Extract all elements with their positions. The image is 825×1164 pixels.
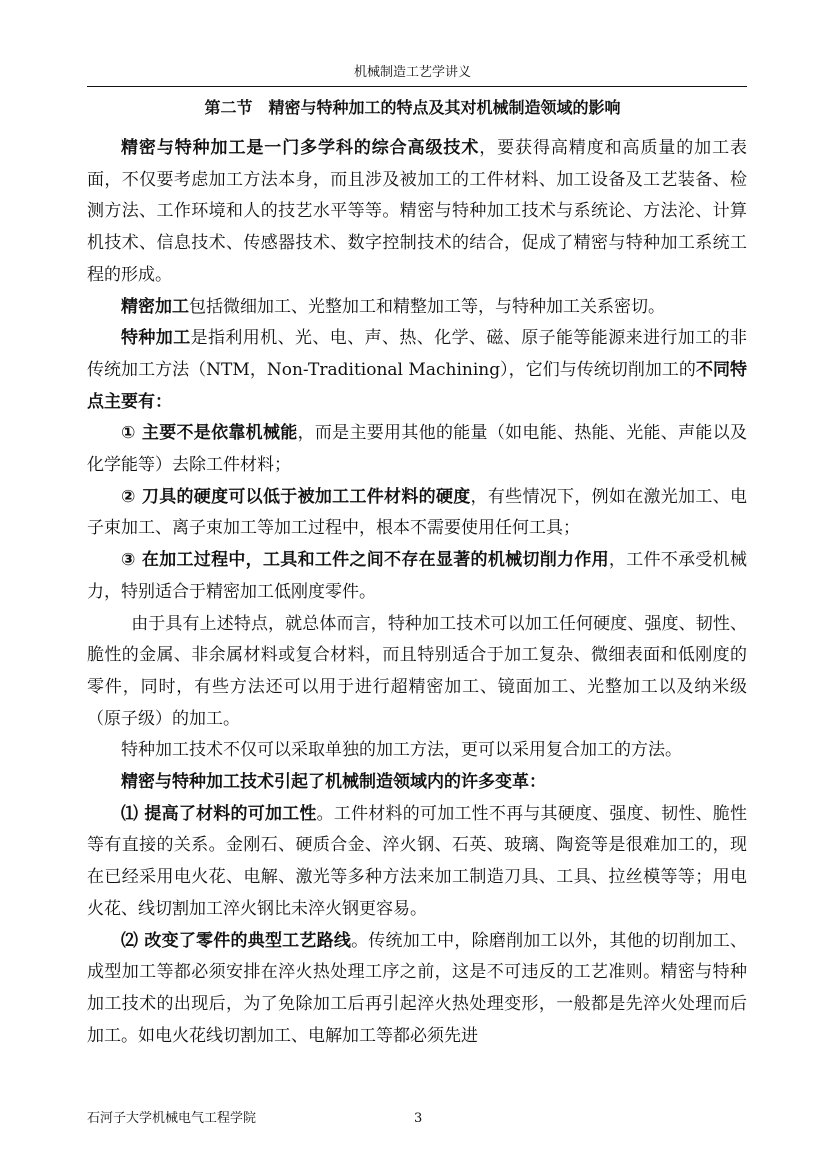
summary-text: 由于具有上述特点，就总体而言，特种加工技术可以加工任何硬度、强度、韧性、脆性的金属、非余属材料或复合材料，而且特别适合于加工复杂、微细表面和低刚度的零件，同时，有些方法还可以用于进行超精密加工、镜面加工、光整加工以及纳米级（原子级）的加工。 <box>87 613 747 729</box>
body-text <box>87 133 747 1052</box>
paragraph-summary <box>87 609 747 736</box>
special-bold: 特种加工 <box>121 328 191 349</box>
special-text: 是指利用机、光、电、声、热、化学、磁、原子能等能源来进行加工的非传统加工方法（NTM，Non-Traditional Machining），它们与传统切削加工的 <box>87 328 748 380</box>
paragraph-feature-3 <box>87 545 747 608</box>
intro-text: ，要获得高精度和高质量的加工表面，不仅要考虑加工方法本身，而且涉及被加工的工件材料、加工设备及工艺装备、检测方法、工作环境和人的技艺水平等等。精密与特种加工技术与系统论、方法沦、计算机技术、信息技术、传感器技术、数字控制技术的结合，促成了精密与特种加工系统工程的形成。 <box>87 138 747 285</box>
section-title: 第二节 精密与特种加工的特点及其对机械制造领域的影响 <box>204 98 621 117</box>
paragraph-feature-2 <box>87 482 747 545</box>
paragraph-special <box>87 323 747 418</box>
precision-text: 包括微细加工、光整加工和精整加工等，与特种加工关系密切。 <box>189 296 665 317</box>
paragraph-change-2 <box>87 926 747 1053</box>
paragraph-precision <box>87 292 747 324</box>
paragraph-intro <box>87 133 747 292</box>
feature-3-bold: ③ 在加工过程中，工具和工件之间不存在显著的机械切削力作用 <box>121 550 609 571</box>
intro-bold: 精密与特种加工是一门多学科的综合高级技术 <box>121 138 480 158</box>
feature-1-text: ，而是主要用其他的能量（如电能、热能、光能、声能以及化学能等）去除工件材料； <box>87 423 747 476</box>
feature-2-text: ，有些情况下，例如在激光加工、电子束加工、离子束加工等加工过程中，根本不需要使用任何工具； <box>87 486 747 539</box>
precision-bold: 精密加工 <box>121 296 189 317</box>
change-2-bold: ⑵ 改变了零件的典型工艺路线 <box>121 930 352 951</box>
change-1-text: 。工件材料的可加工性不再与其硬度、强度、韧性、脆性等有直接的关系。金刚石、硬质合金、淬火钢、石英、玻璃、陶瓷等是很难加工的，现在已经采用电火花、电解、激光等多种方法来加工制造刀具、工具、拉丝模等等；用电火花、线切割加工淬火钢比未淬火钢更容易。 <box>87 803 748 919</box>
changes-heading-bold: 精密与特种加工技术引起了机械制造领域内的许多变革： <box>121 772 546 793</box>
footer-page-number: 3 <box>414 1111 423 1126</box>
paragraph-feature-1 <box>87 418 747 481</box>
paragraph-change-1 <box>87 799 747 926</box>
paragraph-composite <box>87 735 747 767</box>
special-bold-tail: 不同特点主要有： <box>87 359 747 412</box>
paragraph-changes-heading <box>87 767 747 799</box>
footer-institution: 石河子大学机械电气工程学院 <box>87 1111 257 1126</box>
feature-1-bold: ① 主要不是依靠机械能 <box>121 423 298 444</box>
change-2-text: 。传统加工中，除磨削加工以外，其他的切削加工、成型加工等都必须安排在淬火热处理工序之前，这是不可违反的工艺准则。精密与特种加工技术的出现后，为了免除加工后再引起淬火热处理变形，一般都是先淬火处理而后加工。如电火花线切割加工、电解加工等都必须先进 <box>87 930 747 1046</box>
composite-text: 特种加工技术不仅可以采取单独的加工方法，更可以采用复合加工的方法。 <box>121 740 682 761</box>
header-rule <box>87 86 747 87</box>
feature-3-text: ，工件不承受机械力，特别适合于精密加工低刚度零件。 <box>87 550 747 602</box>
feature-2-bold: ② 刀具的硬度可以低于被加工工件材料的硬度 <box>121 486 471 507</box>
change-1-bold: ⑴ 提高了材料的可加工性 <box>121 803 317 824</box>
running-header: 机械制造工艺学讲义 <box>353 65 471 80</box>
